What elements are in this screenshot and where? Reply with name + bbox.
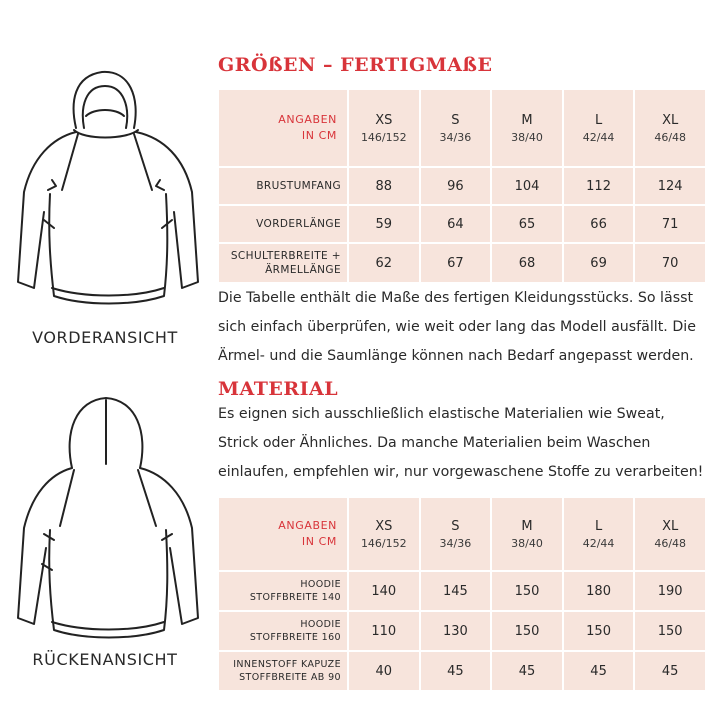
table-corner-label: ANGABEN IN CM: [219, 498, 347, 570]
table-cell: 124: [635, 168, 705, 204]
table-cell: 45: [564, 652, 634, 690]
table-cell: 66: [564, 206, 634, 242]
size-header-s: S 34/36: [421, 498, 491, 570]
finished-measurements-table: [217, 88, 707, 284]
table-cell: 65: [492, 206, 562, 242]
table-header-row: [219, 90, 705, 166]
table-cell: 45: [635, 652, 705, 690]
table-cell: 150: [564, 612, 634, 650]
table-cell: 68: [492, 244, 562, 282]
table-row: [219, 612, 705, 650]
fabric-requirements-table: [217, 496, 707, 692]
row-label-hoodie-160: HOODIE STOFFBREITE 160: [219, 612, 347, 650]
table-row: [219, 572, 705, 610]
table-row: [219, 244, 705, 282]
size-header-s: S 34/36: [421, 90, 491, 166]
table-cell: 67: [421, 244, 491, 282]
table-corner-label: ANGABEN IN CM: [219, 90, 347, 166]
size-header-m: M 38/40: [492, 90, 562, 166]
row-label-brustumfang: BRUSTUMFANG: [219, 168, 347, 204]
size-header-xl: XL 46/48: [635, 90, 705, 166]
hoodie-front-sketch: [14, 62, 204, 312]
row-label-hoodie-140: HOODIE STOFFBREITE 140: [219, 572, 347, 610]
size-header-l: L 42/44: [564, 90, 634, 166]
table-cell: 96: [421, 168, 491, 204]
table-row: [219, 168, 705, 204]
row-label-schulterbreite: SCHULTERBREITE + ÄRMELLÄNGE: [219, 244, 347, 282]
size-header-l: L 42/44: [564, 498, 634, 570]
size-header-xs: XS 146/152: [349, 498, 419, 570]
table-cell: 45: [421, 652, 491, 690]
table-cell: 64: [421, 206, 491, 242]
table-header-row: [219, 498, 705, 570]
table-cell: 104: [492, 168, 562, 204]
table-cell: 150: [492, 612, 562, 650]
table-cell: 112: [564, 168, 634, 204]
table-cell: 150: [635, 612, 705, 650]
material-heading: MATERIAL: [218, 378, 339, 400]
table-cell: 145: [421, 572, 491, 610]
back-view-label: RÜCKENANSICHT: [32, 650, 178, 669]
row-label-vorderlaenge: VORDERLÄNGE: [219, 206, 347, 242]
table-cell: 130: [421, 612, 491, 650]
material-description: Es eignen sich ausschließlich elastische Materialien wie Sweat, Strick oder Ähnliches. Da manche Materialien beim Waschen einlaufen, empfehlen wir, nur vorgewaschene Stoffe zu verarbeiten!: [218, 406, 704, 480]
table-cell: 88: [349, 168, 419, 204]
size-header-m: M 38/40: [492, 498, 562, 570]
table-row: [219, 206, 705, 242]
table-cell: 62: [349, 244, 419, 282]
table-cell: 150: [492, 572, 562, 610]
table-cell: 71: [635, 206, 705, 242]
table-cell: 69: [564, 244, 634, 282]
table-cell: 45: [492, 652, 562, 690]
table-cell: 190: [635, 572, 705, 610]
sizes-description: Die Tabelle enthält die Maße des fertigen Kleidungsstücks. So lässt sich einfach überprüfen, wie weit oder lang das Modell ausfällt. Die Ärmel- und die Saumlänge können nach Bedarf angepasst werden.: [218, 290, 696, 364]
hoodie-back-sketch: [14, 392, 204, 642]
table-cell: 40: [349, 652, 419, 690]
table-cell: 140: [349, 572, 419, 610]
table-cell: 180: [564, 572, 634, 610]
table-cell: 110: [349, 612, 419, 650]
size-header-xs: XS 146/152: [349, 90, 419, 166]
table-cell: 59: [349, 206, 419, 242]
sizes-heading: GRÖßEN – FERTIGMAßE: [218, 54, 493, 76]
front-view-label: VORDERANSICHT: [32, 328, 178, 347]
table-cell: 70: [635, 244, 705, 282]
table-row: [219, 652, 705, 690]
row-label-innenstoff-kapuze: INNENSTOFF KAPUZE STOFFBREITE AB 90: [219, 652, 347, 690]
size-header-xl: XL 46/48: [635, 498, 705, 570]
